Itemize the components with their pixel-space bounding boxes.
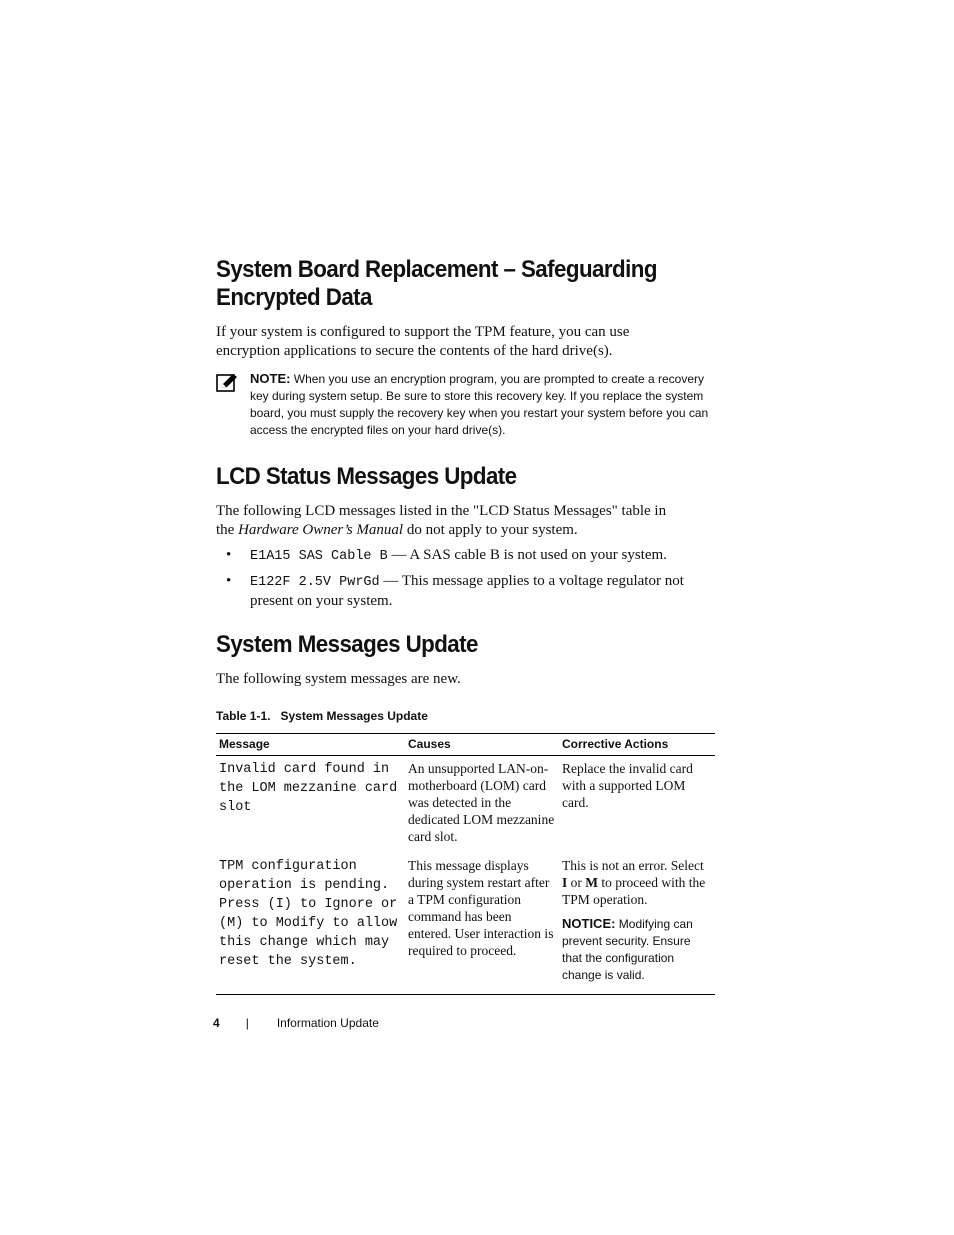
table-header-row [216,734,715,756]
list-item [216,572,696,611]
footer-separator: | [245,1016,249,1030]
list-item [216,546,696,566]
page-number: 4 [213,1016,220,1030]
body-system-messages: The following system messages are new. [216,671,461,687]
bullet-code: E1A15 SAS Cable B [250,549,388,564]
heading-system-board-replacement: System Board Replacement – Safeguarding Encrypted Data [216,256,657,311]
note-text [250,370,716,439]
bullet-text: — This message applies to a voltage regulator not present on your system. [250,573,684,609]
column-header-actions: Corrective Actions [559,734,715,756]
action-text [562,857,712,908]
table-row [216,756,715,854]
action-part: to proceed with the TPM operation. [562,875,706,907]
system-messages-table [216,733,715,995]
body-lcd-before: The following LCD messages listed in the "LCD Status Messages" table in the [216,503,667,538]
lcd-bullet-list [216,546,716,611]
action-part: This is not an error. Select [562,858,704,873]
page-content [216,256,716,995]
bullet-code: E122F 2.5V PwrGd [250,575,380,590]
table-caption-number: Table 1-1. [216,709,271,723]
column-header-message: Message [216,734,405,756]
bullet-icon: • [226,547,232,563]
bullet-text: — A SAS cable B is not used on your system. [387,547,667,563]
key-m: M [585,875,599,890]
body-lcd-manual: Hardware Owner’s Manual [238,522,404,538]
note-label: NOTE: [250,371,291,386]
body-tpm-intro: If your system is configured to support the TPM feature, you can use encryption applications to secure the contents of the hard drive(s). [216,324,630,359]
cell-action: Replace the invalid card with a supported LOM card. [562,761,693,810]
body-lcd-after: do not apply to your system. [403,522,578,538]
table-caption-title: System Messages Update [280,709,428,723]
footer-section-title: Information Update [276,1016,379,1030]
notice-label: NOTICE: [562,916,616,931]
cell-cause: An unsupported LAN-on-motherboard (LOM) card was detected in the dedicated LOM mezzanine card slot. [408,761,555,844]
table-row [216,853,715,995]
key-i: I [562,875,568,890]
note-pencil-icon [216,370,250,439]
heading-system-messages: System Messages Update [216,631,478,658]
column-header-causes: Causes [405,734,559,756]
cell-action [559,853,715,995]
table-caption [216,709,716,723]
note-box [216,370,716,439]
body-lcd-intro [216,502,686,540]
notice-body: Modifying can prevent security. Ensure that the configuration change is valid. [562,917,693,982]
bullet-icon: • [226,573,232,589]
cell-message: TPM configuration operation is pending. Press (I) to Ignore or (M) to Modify to allow this change which may reset the system. [216,853,405,995]
cell-cause: This message displays during system restart after a TPM configuration command has been entered. User interaction is required to proceed. [405,853,559,995]
heading-lcd-status: LCD Status Messages Update [216,463,517,490]
action-part: or [567,875,586,890]
notice-box [562,915,712,984]
note-body: When you use an encryption program, you are prompted to create a recovery key during system setup. Be sure to store this recovery key. If you replace the system board, you must supply the recovery key when you restart your system before you can access the encrypted files on your hard drive(s). [250,372,709,437]
page-footer [213,1016,379,1030]
cell-message: Invalid card found in the LOM mezzanine card slot [219,762,398,815]
